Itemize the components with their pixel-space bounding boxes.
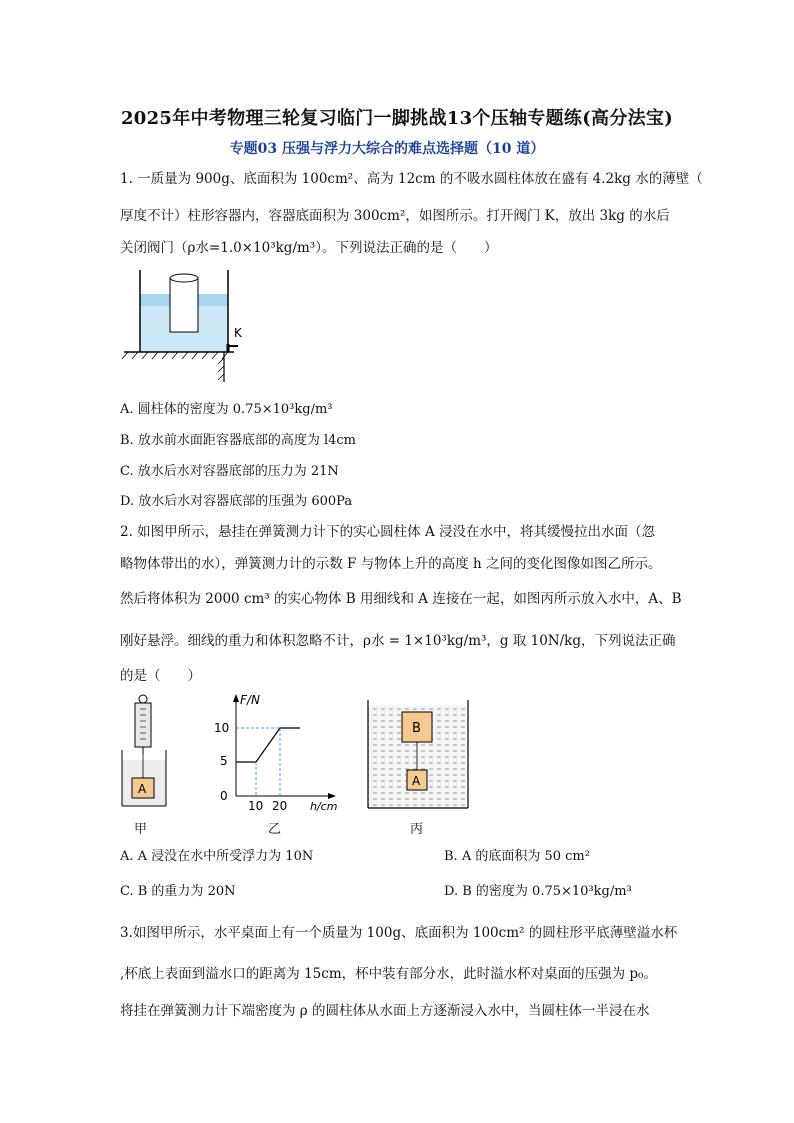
y-axis-label: F/N — [240, 693, 260, 707]
question-1-option-c: C. 放水后水对容器底部的压力为 21N — [120, 464, 339, 479]
x-axis-arrow — [328, 793, 336, 799]
figure-bing-label: 丙 — [410, 822, 424, 837]
block-a-label: A — [138, 782, 147, 796]
question-2-option-b: B. A 的底面积为 50 cm² — [444, 849, 590, 864]
figure-yi-graph — [206, 690, 346, 812]
y-tick-5: 5 — [220, 754, 228, 768]
y-tick-0: 0 — [220, 789, 228, 803]
question-1-option-b: B. 放水前水面距容器底部的高度为 l4cm — [120, 433, 356, 448]
table-leg-hatching — [218, 358, 224, 380]
y-tick-10: 10 — [214, 721, 230, 735]
figure-yi-label: 乙 — [268, 822, 282, 837]
question-1-option-d: D. 放水后水对容器底部的压强为 600Pa — [120, 494, 353, 509]
question-2-line-3: 然后将体积为 2000 cm³ 的实心物体 B 用细线和 A 连接在一起，如图丙所示放入水中，A、B — [120, 591, 682, 607]
figure-bing — [364, 700, 472, 812]
spring-scale-ring — [139, 695, 147, 703]
x-tick-20: 20 — [272, 799, 288, 812]
figure-jia — [118, 692, 178, 812]
figure-jia-label: 甲 — [134, 822, 148, 837]
question-2-line-2: 略物体带出的水），弹簧测力计的示数 F 与物体上升的高度 h 之间的变化图像如图乙所示。 — [120, 556, 662, 572]
cylinder — [170, 278, 198, 332]
question-2-option-c: C. B 的重力为 20N — [120, 884, 236, 899]
question-2-line-5: 的是（ ） — [120, 668, 201, 684]
question-2-line-1: 2. 如图甲所示，悬挂在弹簧测力计下的实心圆柱体 A 浸没在水中，将其缓慢拉出水面（忽 — [120, 524, 656, 540]
question-2-option-a: A. A 浸没在水中所受浮力为 10N — [120, 849, 314, 864]
question-3-line-1: 3.如图甲所示，水平桌面上有一个质量为 100g、底面积为 100cm² 的圆柱形平底薄壁溢水杯 — [120, 925, 678, 941]
x-axis-label: h/cm — [310, 800, 338, 812]
question-2-line-4: 刚好悬浮。细线的重力和体积忽略不计，ρ水 = 1×10³kg/m³，g 取 10N/kg，下列说法正确 — [120, 633, 676, 649]
question-3-line-2: ,杯底上表面到溢水口的距离为 15cm，杯中装有部分水，此时溢水杯对桌面的压强为 p₀。 — [120, 966, 657, 982]
cylinder-top — [170, 274, 198, 282]
page-title: 2025年中考物理三轮复习临门一脚挑战13个压轴专题练(高分法宝) — [120, 108, 674, 129]
table-hatching — [122, 352, 228, 359]
block-a-in-tank-label: A — [412, 774, 421, 788]
spring-scale-body — [135, 703, 151, 747]
graph-line — [236, 728, 300, 762]
question-1-figure — [118, 264, 258, 386]
valve-label: K — [234, 326, 242, 340]
question-3-line-3: 将挂在弹簧测力计下端密度为 ρ 的圆柱体从水面上方逐渐浸入水中，当圆柱体一半浸在水 — [120, 1003, 650, 1019]
question-1-option-a: A. 圆柱体的密度为 0.75×10³kg/m³ — [120, 402, 333, 417]
question-2-option-d: D. B 的密度为 0.75×10³kg/m³ — [444, 884, 632, 899]
section-subtitle: 专题03 压强与浮力大综合的难点选择题（10 道） — [229, 141, 545, 157]
block-b-label: B — [412, 721, 421, 736]
question-1-line-3: 关闭阀门（ρ水=1.0×10³kg/m³）。下列说法正确的是（ ） — [120, 240, 498, 256]
x-tick-10: 10 — [248, 799, 264, 812]
y-axis-arrow — [233, 694, 239, 702]
question-1-line-2: 厚度不计）柱形容器内，容器底面积为 300cm²，如图所示。打开阀门 K，放出 3kg 的水后 — [120, 208, 670, 224]
question-1-line-1: 1. 一质量为 900g、底面积为 100cm²、高为 12cm 的不吸水圆柱体放在盛有 4.2kg 水的薄壁（ — [120, 171, 703, 187]
